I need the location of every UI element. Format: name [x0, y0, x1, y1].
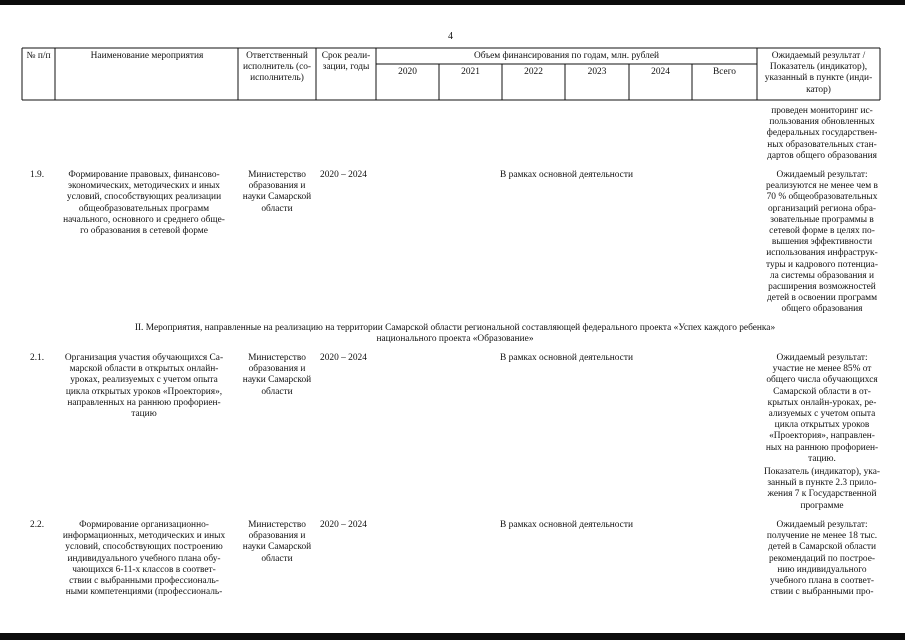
row-2-1-funding: В рамках основной деятельности	[500, 353, 633, 363]
row-2-1-term: 2020 – 2024	[320, 353, 367, 363]
row-2-2-term: 2020 – 2024	[320, 520, 367, 530]
header-year-2020: 2020	[398, 67, 417, 77]
header-num: № п/п	[26, 51, 51, 61]
row-2-2-name: Формирование организационно- информационных, методических и иных условий, способствующих построению индивидуального учебного плана обу- чающихся 6-11-х классов в соответ- ствии с выбранными профессиональ- ными компетенциями (профессиональ-	[62, 520, 226, 598]
row-1-9-term: 2020 – 2024	[320, 170, 367, 180]
header-funding: Объем финансирования по годам, млн. рублей	[473, 51, 660, 61]
row-2-2-num: 2.2.	[30, 520, 45, 530]
header-year-2023: 2023	[587, 67, 607, 77]
row-2-2-responsible: Министерство образования и науки Самарской области	[242, 520, 312, 564]
row-1-9-responsible: Министерство образования и науки Самарской области	[242, 170, 312, 214]
result-continuation: проведен мониторинг ис- пользования обновленных федеральных государствен- ных образовательных стан- дартов общего образования	[766, 106, 878, 161]
row-1-9-num: 1.9.	[30, 170, 45, 180]
row-2-1-num: 2.1.	[30, 353, 45, 363]
row-1-9-result: Ожидаемый результат: реализуются не менее чем в 70 % общеобразовательных организаций региона обра- зовательные программы в сетевой форме в целях по- вышения эффективности использования инфраструк- туры и кадрового потенциа- ла системы образования и расширения возможностей детей в освоении программ общего образования	[766, 170, 878, 315]
header-year-2024: 2024	[651, 67, 670, 77]
scan-bottom-edge	[0, 633, 905, 640]
row-2-1-indicator: Показатель (индикатор), ука- занный в пункте 2.3 прило- жения 7 к Государственной программе	[763, 467, 881, 511]
header-result: Ожидаемый результат / Показатель (индикатор), указанный в пункте (инди- катор)	[764, 51, 873, 95]
header-name: Наименование мероприятия	[90, 51, 204, 61]
row-2-1-responsible: Министерство образования и науки Самарской области	[242, 353, 312, 397]
header-total: Всего	[713, 67, 736, 77]
header-term: Срок реали- зации, годы	[321, 51, 371, 73]
row-1-9-name: Формирование правовых, финансово- экономических, методических и иных условий, способствующих реализации общеобразовательных программ начального, основного и среднего обще- го образования в сетевой форме	[63, 170, 225, 237]
row-2-2-result: Ожидаемый результат: получение не менее 18 тыс. детей в Самарской области рекомендаций по построе- нию индивидуального учебного плана в соответ- ствии с выбранными про-	[766, 520, 878, 598]
header-responsible: Ответственный исполнитель (со- исполнитель)	[242, 51, 312, 84]
row-1-9-funding: В рамках основной деятельности	[500, 170, 633, 180]
header-year-2021: 2021	[461, 67, 480, 77]
row-2-1-result: Ожидаемый результат: участие не менее 85% от общего числа обучающихся Самарской области в от- крытых онлайн-уроках, ре- ализуемых с учетом опыта цикла открытых уроков «Проектория», направлен- ных на раннюю профориен- тацию.	[765, 353, 879, 464]
row-2-2-funding: В рамках основной деятельности	[500, 520, 633, 530]
page-number: 4	[448, 31, 453, 42]
header-year-2022: 2022	[524, 67, 543, 77]
section-2-heading: II. Мероприятия, направленные на реализацию на территории Самарской области региональной составляющей федерального проекта «Успех каждого ребенка» национального проекта «Образование»	[134, 323, 776, 345]
row-2-1-name: Организация участия обучающихся Са- марской области в открытых онлайн- уроках, реализуемых с учетом опыта цикла открытых уроков «Проектория», направленных на раннюю профориен- тацию	[64, 353, 224, 420]
